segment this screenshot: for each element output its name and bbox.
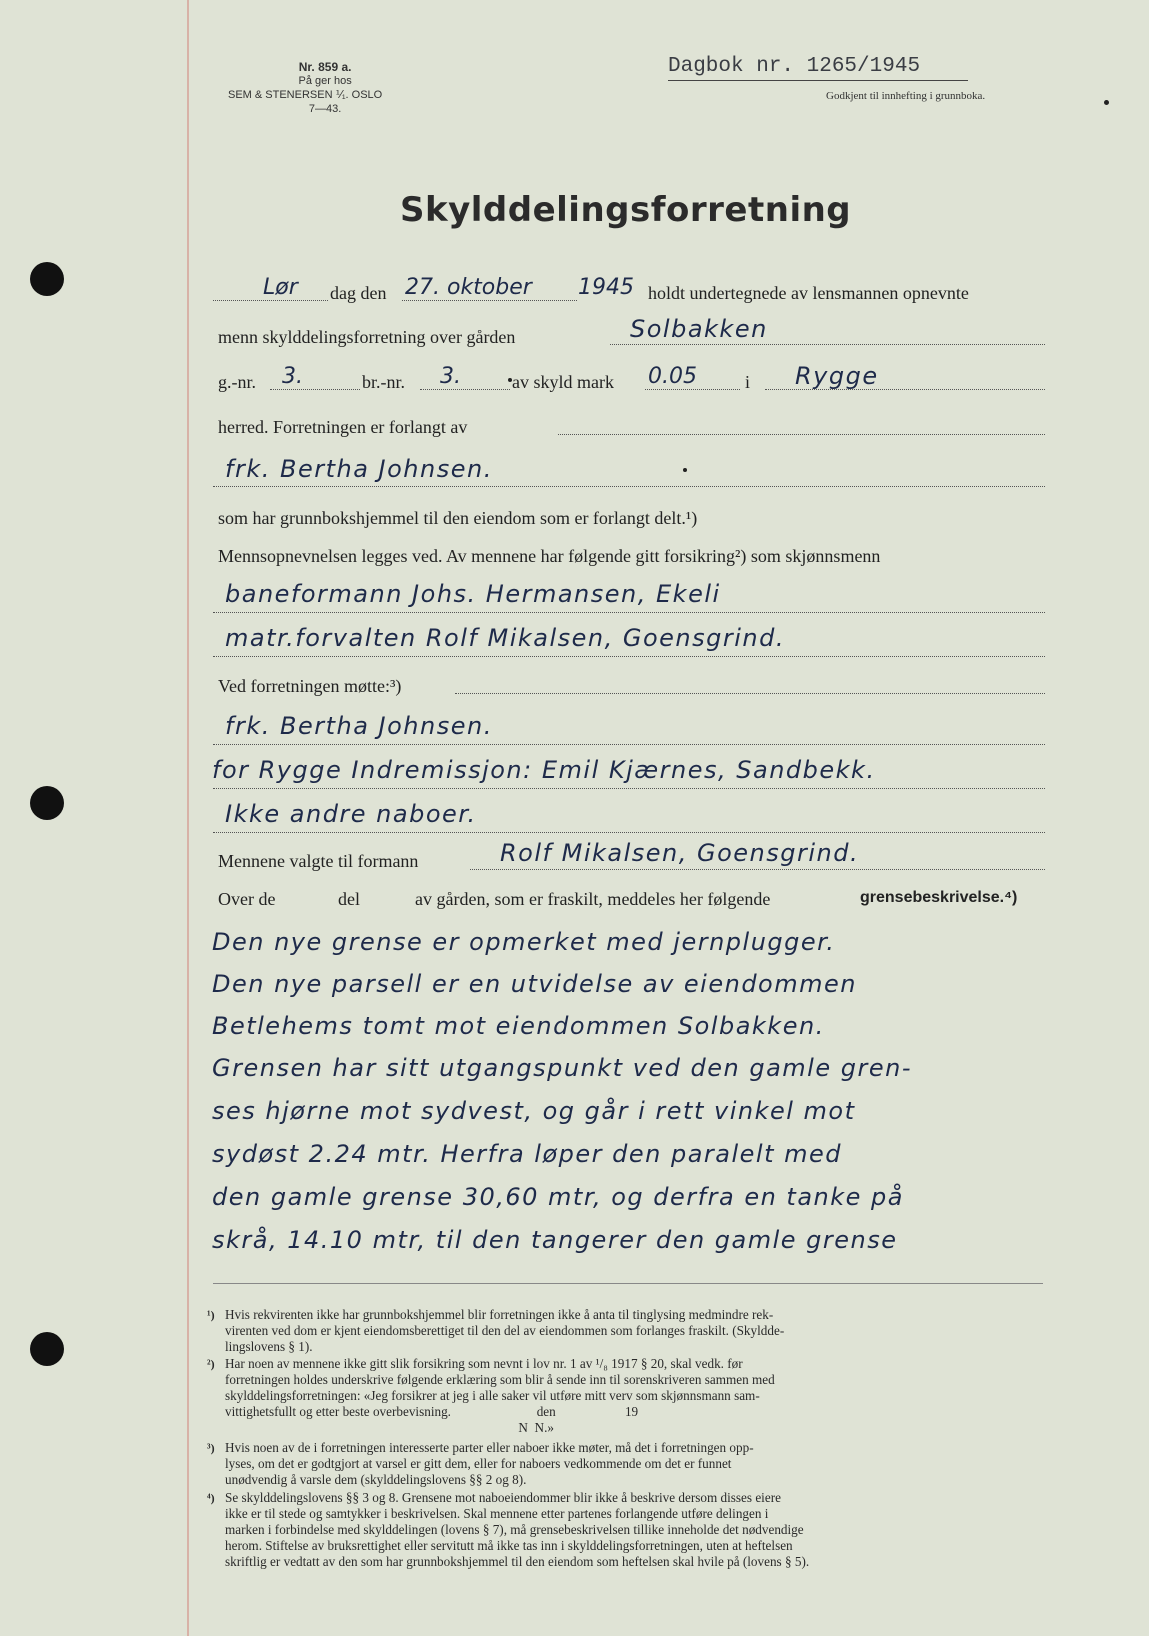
dagbok-stamp: Dagbok nr. 1265/1945	[668, 55, 921, 78]
form-text: av skyld mark	[512, 372, 614, 392]
handwritten-requester: frk. Bertha Johnsen.	[225, 455, 493, 483]
page-title: Skylddelingsforretning	[400, 190, 852, 230]
description-line: skrå, 14.10 mtr, til den tangerer den gamle grense	[212, 1226, 898, 1254]
description-line: ses hjørne mot sydvest, og går i rett vinkel mot	[212, 1097, 856, 1125]
handwritten-skyld: 0.05	[648, 364, 697, 389]
handwritten-chairman: Rolf Mikalsen, Goensgrind.	[500, 839, 860, 867]
fill-line	[270, 389, 360, 390]
stamp-note: Godkjent til innhefting i grunnboka.	[826, 90, 986, 102]
fill-line	[213, 612, 1045, 613]
footnote-line: skriftlig er vedtatt av den som har grunnbokshjemmel til den eiendom som heftelsen skal hvile på (lovens § 5).	[225, 1554, 810, 1569]
form-text: br.-nr.	[362, 372, 405, 392]
form-text: herred. Forretningen er forlangt av	[218, 417, 468, 437]
footnote-line: forretningen holdes underskrive følgende erklæring som blir å sende inn til sorenskriveren sammen med	[225, 1372, 775, 1387]
footnote-rule	[213, 1283, 1043, 1284]
footnote-line: herom. Stiftelse av bruksrettighet eller servitutt må ikke tas inn i skylddelingsforretningen, uten at heftelsen	[225, 1538, 793, 1553]
handwritten-attendee: Ikke andre naboer.	[225, 800, 477, 828]
fill-line	[213, 744, 1045, 745]
footnote-line: unødvendig å varsle dem (skylddelingslovens §§ 2 og 8).	[225, 1472, 527, 1487]
fill-line	[402, 300, 577, 301]
footnote-line: vittighetsfullt og etter beste overbevisning. den 19	[225, 1404, 639, 1419]
form-text: Ved forretningen møtte:³)	[218, 676, 402, 696]
footnote-line: lyses, om det er godtgjort at varsel er gitt dem, eller for naboers vedkommende om det er funnet	[225, 1456, 732, 1471]
printer-line: På ger hos	[298, 75, 352, 87]
speck	[1104, 100, 1109, 105]
fill-line	[610, 344, 1045, 345]
printer-name: SEM & STENERSEN ⅟₁. OSLO	[228, 89, 383, 101]
description-line: Den nye parsell er en utvidelse av eiendommen	[212, 970, 857, 998]
footnote-4	[207, 1490, 1050, 1570]
fill-line	[213, 300, 328, 301]
form-text: g.-nr.	[218, 372, 256, 392]
description-line: Grensen har sitt utgangspunkt ved den gamle gren-	[212, 1054, 912, 1082]
handwritten-year: 1945	[578, 275, 634, 300]
handwritten-appraiser: matr.forvalten Rolf Mikalsen, Goensgrind.	[225, 624, 785, 652]
form-text: Over de	[218, 889, 276, 909]
fill-line	[213, 486, 1045, 487]
footnote-2	[207, 1356, 1050, 1436]
handwritten-attendee: for Rygge Indremissjon: Emil Kjærnes, Sandbekk.	[212, 756, 876, 784]
handwritten-gnr: 3.	[282, 364, 303, 389]
speck	[683, 468, 687, 472]
form-text: av gården, som er fraskilt, meddeles her følgende	[415, 889, 771, 909]
fill-line	[455, 693, 1045, 694]
fill-line	[213, 656, 1045, 657]
form-text: Mennene valgte til formann	[218, 851, 419, 871]
form-text: Mennsopnevnelsen legges ved. Av mennene har følgende gitt forsikring²) som skjønnsmenn	[218, 546, 881, 566]
handwritten-farm: Solbakken	[630, 315, 768, 343]
footnote-line: marken i forbindelse med skylddelingen (lovens § 7), må grensebeskrivelsen tillike inneholde det nødvendige	[225, 1522, 804, 1537]
punch-hole	[30, 1332, 64, 1366]
footnote-mark: ⁴)	[207, 1491, 215, 1505]
fill-line	[420, 389, 510, 390]
footnote-line: N N.»	[225, 1420, 554, 1435]
punch-hole	[30, 786, 64, 820]
form-text-bold: grensebeskrivelse.⁴)	[860, 889, 1018, 906]
footnote-line: virenten ved dom er kjent eiendomsberettiget til den del av eiendommen som forlanges fraskilt. (Skyldde-	[225, 1323, 785, 1338]
fill-line	[558, 434, 1045, 435]
footnote-mark: ³)	[207, 1441, 215, 1455]
handwritten-attendee: frk. Bertha Johnsen.	[225, 712, 493, 740]
fill-line	[645, 389, 740, 390]
form-text: holdt undertegnede av lensmannen opnevnte	[648, 283, 969, 303]
form-text: del	[338, 889, 360, 909]
handwritten-day: Lør	[263, 275, 298, 300]
form-text: som har grunnbokshjemmel til den eiendom som er forlangt delt.¹)	[218, 508, 698, 528]
margin-line	[187, 0, 189, 1636]
footnote-line: lingslovens § 1).	[225, 1339, 313, 1354]
fill-line	[470, 869, 1045, 870]
description-line: sydøst 2.24 mtr. Herfra løper den paralelt med	[212, 1140, 842, 1168]
punch-hole	[30, 262, 64, 296]
description-line: den gamle grense 30,60 mtr, og derfra en tanke på	[212, 1183, 904, 1211]
fill-line	[213, 788, 1045, 789]
form-text: menn skylddelingsforretning over gården	[218, 327, 516, 347]
handwritten-herred: Rygge	[795, 362, 879, 390]
printer-imprint	[228, 60, 383, 116]
form-text: dag den	[330, 283, 387, 303]
footnote-mark: ²)	[207, 1357, 215, 1371]
footnote-3	[207, 1440, 1050, 1488]
footnote-mark: ¹)	[207, 1308, 215, 1322]
handwritten-date: 27. oktober	[405, 275, 532, 300]
fill-line	[213, 832, 1045, 833]
handwritten-brnr: 3.	[440, 364, 461, 389]
form-number: Nr. 859 a.	[298, 60, 352, 74]
printer-date: 7—43.	[308, 103, 342, 115]
handwritten-appraiser: baneformann Johs. Hermansen, Ekeli	[225, 580, 721, 608]
footnote-line: skylddelingsforretningen: «Jeg forsikrer at jeg i alle saker vil utføre mitt verv som skjønnsmann sam-	[225, 1388, 760, 1403]
footnote-line: Hvis noen av de i forretningen interesserte parter eller naboer ikke møter, må det i forretningen opp-	[225, 1440, 754, 1455]
footnote-line: ikke er til stede og samtykker i beskrivelsen. Skal mennene etter partenes forlangende utføre delingen i	[225, 1506, 769, 1521]
description-line: Betlehems tomt mot eiendommen Solbakken.	[212, 1012, 825, 1040]
footnote-1	[207, 1307, 1050, 1355]
form-text: i	[745, 372, 751, 392]
footnote-line: Hvis rekvirenten ikke har grunnbokshjemmel blir forretningen ikke å anta til tinglysing medmindre rek-	[225, 1307, 774, 1322]
description-line: Den nye grense er opmerket med jernplugger.	[212, 928, 836, 956]
footnote-line: Se skylddelingslovens §§ 3 og 8. Grensene mot naboeiendommer blir ikke å beskrive dersom disses eiere	[225, 1490, 781, 1505]
stamp-underline	[668, 80, 968, 81]
footnote-line: Har noen av mennene ikke gitt slik forsikring som nevnt i lov nr. 1 av ¹/₈ 1917 § 20, skal vedk. før	[225, 1356, 743, 1371]
fill-line	[765, 389, 1045, 390]
